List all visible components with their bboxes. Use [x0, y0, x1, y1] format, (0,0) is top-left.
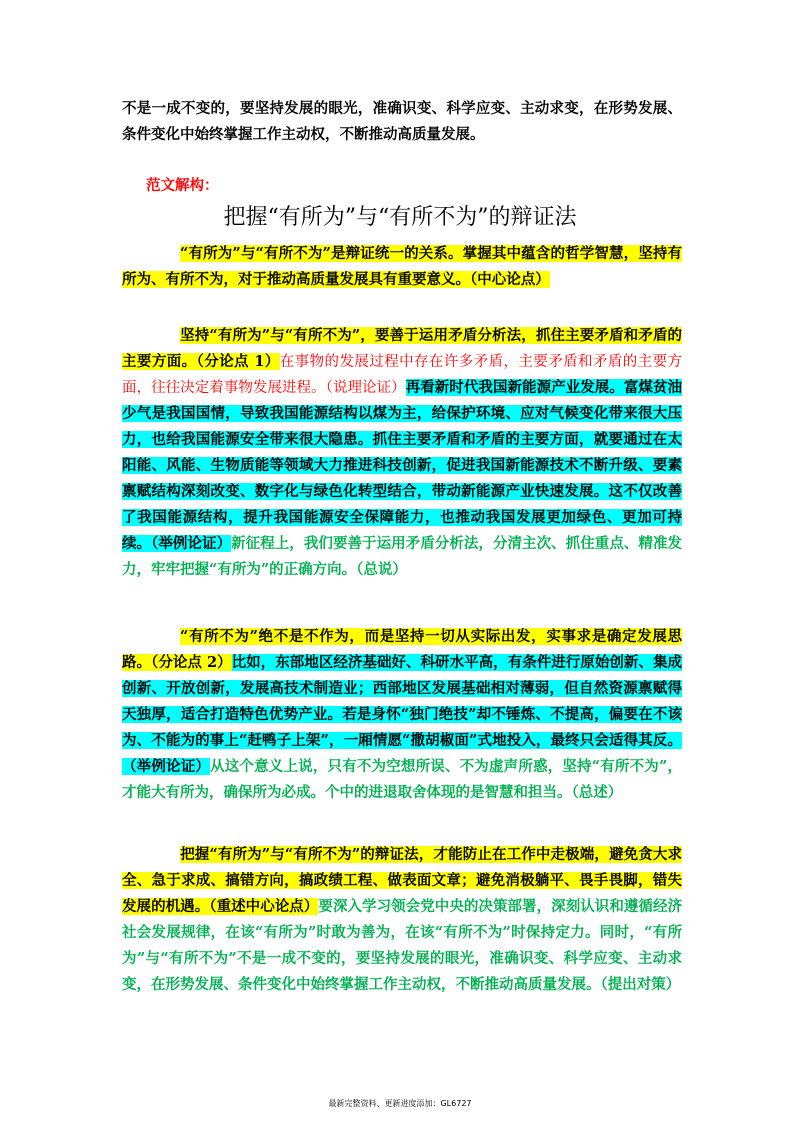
paragraph-point-2	[122, 624, 682, 806]
paragraph-thesis	[122, 241, 682, 293]
paragraph-conclusion	[122, 842, 682, 998]
conclusion-measures: 要深入学习领会党中央的决策部署，深刻认识和遵循经济社会发展规律，在该“有所为”时敢为善为，在该“有所不为”时保持定力。同时，“有所为”与“有所不为”不是一成不变的，要坚持发展的眼光，准确识变、科学应变、主动求变，在形势发展、条件变化中始终掌握工作主动权，不断推动高质量发展。（提出对策）	[122, 898, 683, 993]
essay-title: 把握“有所为”与“有所不为”的辩证法	[223, 205, 577, 230]
thesis-statement: “有所为”与“有所不为”是辩证统一的关系。掌握其中蕴含的哲学智慧，坚持有所为、有所不为，对于推动高质量发展具有重要意义。	[122, 245, 682, 288]
point-1-summary: 新征程上，我们要善于运用矛盾分析法，分清主次、抓住重点、精准发力，牢牢把握“有所为”的正确方向。（总说）	[122, 535, 683, 578]
intro-text: 不是一成不变的，要坚持发展的眼光，准确识变、科学应变、主动求变，在形势发展、条件变化中始终掌握工作主动权，不断推动高质量发展。	[122, 100, 682, 143]
point-1-claim: 坚持“有所为”与“有所不为”，要善于运用矛盾分析法，抓住主要矛盾和矛盾的主要方面。（分论点 1）	[122, 327, 682, 370]
footer-note: 最新完整资料、更新进度添加：GL6727	[328, 1099, 472, 1108]
intro-paragraph	[122, 96, 682, 148]
point-1-example: 再看新时代我国新能源产业发展。富煤贫油少气是我国国情，导致我国能源结构以煤为主，给保护环境、应对气候变化带来很大压力，也给我国能源安全带来很大隐患。抓住主要矛盾和矛盾的主要方面，就要通过在太阳能、风能、生物质能等领域大力推进科技创新，促进我国新能源技术不断升级、要素禀赋结构深刻改变、数字化与绿色化转型结合，带动新能源产业快速发展。这不仅改善了我国能源结构，提升我国能源安全保障能力，也推动我国发展更加绿色、更加可持续。（举例论证）	[122, 379, 682, 552]
point-2-summary: 从这个意义上说，只有不为空想所误、不为虚声所惑，坚持“有所不为”，才能大有所为，确保所为必成。个中的进退取舍体现的是智慧和担当。（总述）	[122, 758, 682, 801]
thesis-tag: （中心论点）	[470, 271, 550, 288]
section-label: 范文解构：	[146, 178, 219, 194]
thesis-text	[122, 245, 682, 288]
point-2-claim: “有所不为”绝不是不作为，而是坚持一切从实际出发，实事求是确定发展思路。（分论点 2）	[122, 628, 682, 671]
point-1-reasoning: 在事物的发展过程中存在许多矛盾，主要矛盾和矛盾的主要方面，往往决定着事物发展进程。（说理论证）	[122, 354, 683, 396]
conclusion-restate: 把握“有所为”与“有所不为”的辩证法，才能防止在工作中走极端，避免贪大求全、急于求成、搞错方向，搞政绩工程、做表面文章；避免消极躺平、畏手畏脚，错失发展的机遇。（重述中心论点）	[122, 846, 682, 915]
paragraph-point-1	[122, 323, 682, 583]
point-2-example: 比如，东部地区经济基础好、科研水平高，有条件进行原始创新、集成创新、开放创新，发展高技术制造业；西部地区发展基础相对薄弱，但自然资源禀赋得天独厚，适合打造特色优势产业。若是身怀“独门绝技”却不锤炼、不提高，偏要在不该为、不能为的事上“赶鸭子上架”，一厢情愿“撒胡椒面”式地投入，最终只会适得其反。（举例论证）	[122, 654, 683, 775]
